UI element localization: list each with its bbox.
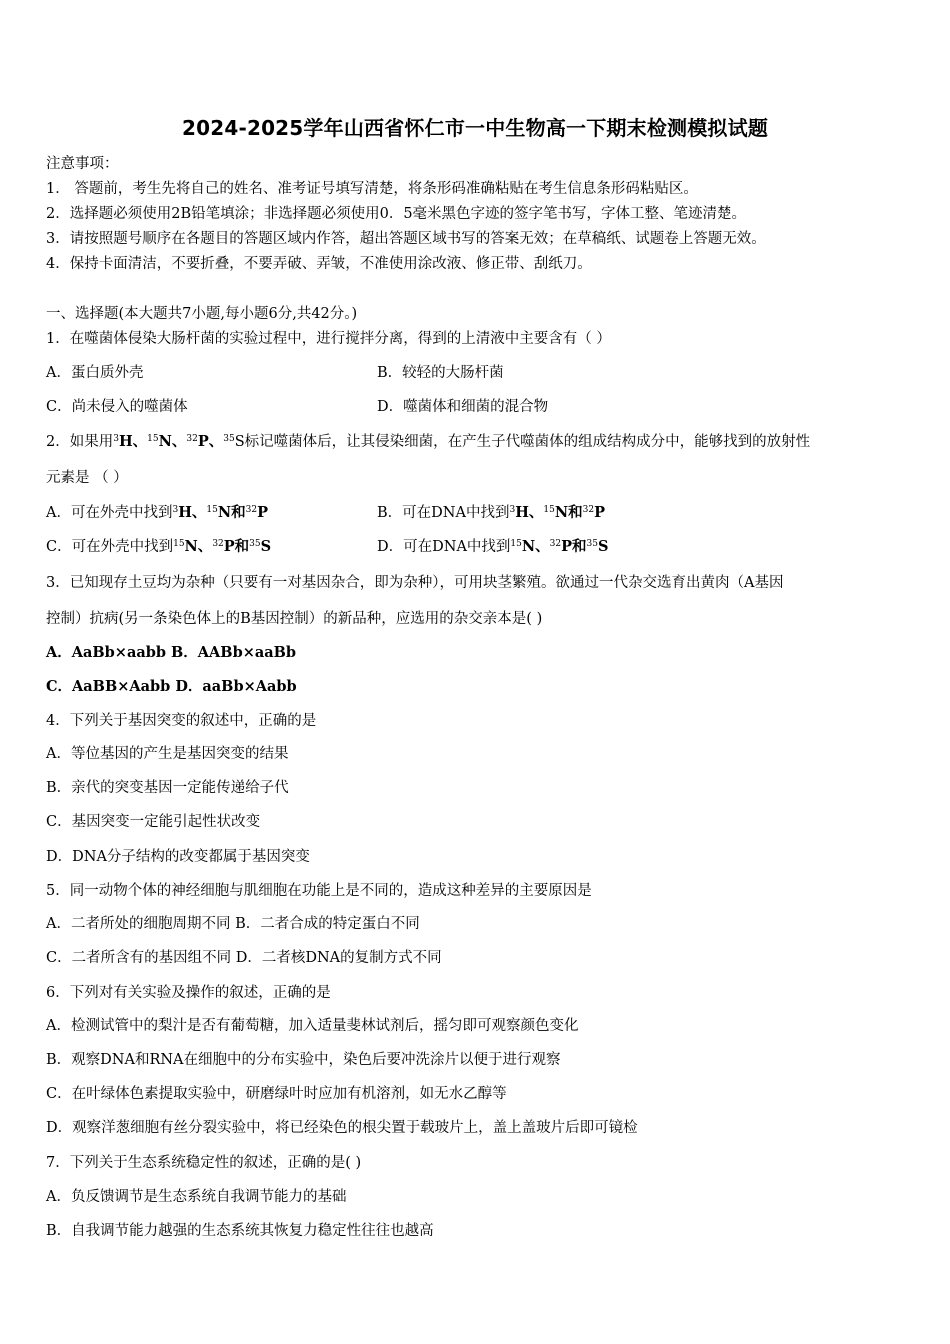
question-2-option-b: B．可在DNA中找到$^3$H、$^{15}$N和$^{32}$P [377,504,605,521]
notice-item: 4．保持卡面清洁，不要折叠，不要弄破、弄皱，不准使用涂改液、修正带、刮纸刀。 [46,256,592,272]
question-6-option-b: B．观察DNA和RNA在细胞中的分布实验中，染色后要冲洗涂片以便于进行观察 [46,1052,561,1068]
question-4-option-c: C．基因突变一定能引起性状改变 [46,814,261,830]
question-3-stem: 3．已知现存土豆均为杂种（只要有一对基因杂合，即为杂种），可用块茎繁殖。欲通过一代杂交选育出黄肉（A基因 [46,575,784,591]
question-5-options-cd: C．二者所含有的基因组不同 D．二者核DNA的复制方式不同 [46,950,442,966]
question-3-stem-line2: 控制）抗病(另一条染色体上的B基因控制）的新品种，应选用的杂交亲本是( ) [46,611,543,627]
question-6-option-d: D．观察洋葱细胞有丝分裂实验中，将已经染色的根尖置于载玻片上，盖上盖玻片后即可镜检 [46,1120,638,1136]
question-3-options-ab: A．AaBb×aabb B．AABb×aaBb [46,644,297,661]
question-2-option-a: A．可在外壳中找到$^3$H、$^{15}$N和$^{32}$P [46,504,268,521]
question-6-option-c: C．在叶绿体色素提取实验中，研磨绿叶时应加有机溶剂，如无水乙醇等 [46,1086,507,1102]
question-2-option-c: C．可在外壳中找到$^{15}$N、$^{32}$P和$^{35}$S [46,538,272,555]
question-4-option-d: D．DNA分子结构的改变都属于基因突变 [46,849,310,865]
question-5-options-ab: A．二者所处的细胞周期不同 B．二者合成的特定蛋白不同 [46,916,420,932]
question-1-stem: 1．在噬菌体侵染大肠杆菌的实验过程中，进行搅拌分离，得到的上清液中主要含有（ ） [46,331,611,347]
notice-heading: 注意事项： [46,156,119,172]
question-7-option-a: A．负反馈调节是生态系统自我调节能力的基础 [46,1189,347,1205]
question-6-option-a: A．检测试管中的梨汁是否有葡萄糖，加入适量斐林试剂后，摇匀即可观察颜色变化 [46,1018,579,1034]
question-1-option-c: C．尚未侵入的噬菌体 [46,399,188,415]
question-4-option-a: A．等位基因的产生是基因突变的结果 [46,746,289,762]
question-4-stem: 4．下列关于基因突变的叙述中，正确的是 [46,713,317,729]
notice-item: 2．选择题必须使用2B铅笔填涂；非选择题必须使用0．5毫米黑色字迹的签字笔书写，字体工整、笔迹清楚。 [46,206,747,222]
question-1-option-b: B．较轻的大肠杆菌 [377,365,504,381]
section-heading: 一、选择题(本大题共7小题,每小题6分,共42分。) [46,306,358,322]
question-2-stem-line2: 元素是 （ ） [46,470,128,486]
question-3-options-cd: C．AaBB×Aabb D．aaBb×Aabb [46,678,297,695]
question-7-option-b: B．自我调节能力越强的生态系统其恢复力稳定性往往也越高 [46,1223,434,1239]
question-5-stem: 5．同一动物个体的神经细胞与肌细胞在功能上是不同的，造成这种差异的主要原因是 [46,883,592,899]
page-title: 2024-2025学年山西省怀仁市一中生物高一下期末检测模拟试题 [181,116,769,140]
question-4-option-b: B．亲代的突变基因一定能传递给子代 [46,780,289,796]
question-2-option-d: D．可在DNA中找到$^{15}$N、$^{32}$P和$^{35}$S [377,538,609,555]
question-6-stem: 6．下列对有关实验及操作的叙述，正确的是 [46,985,331,1001]
notice-item: 3．请按照题号顺序在各题目的答题区域内作答，超出答题区域书写的答案无效；在草稿纸、试题卷上答题无效。 [46,231,766,247]
question-7-stem: 7．下列关于生态系统稳定性的叙述，正确的是( ) [46,1155,362,1171]
question-1-option-d: D．噬菌体和细菌的混合物 [377,399,549,415]
question-2-stem: 2．如果用$^3$H、$^{15}$N、$^{32}$P、$^{35}$S标记噬菌体后，让其侵染细菌，在产生子代噬菌体的组成结构成分中，能够找到的放射性 [46,433,811,450]
question-1-option-a: A．蛋白质外壳 [46,365,144,381]
notice-item: 1． 答题前，考生先将自己的姓名、准考证号填写清楚，将条形码准确粘贴在考生信息条形码粘贴区。 [46,181,698,197]
